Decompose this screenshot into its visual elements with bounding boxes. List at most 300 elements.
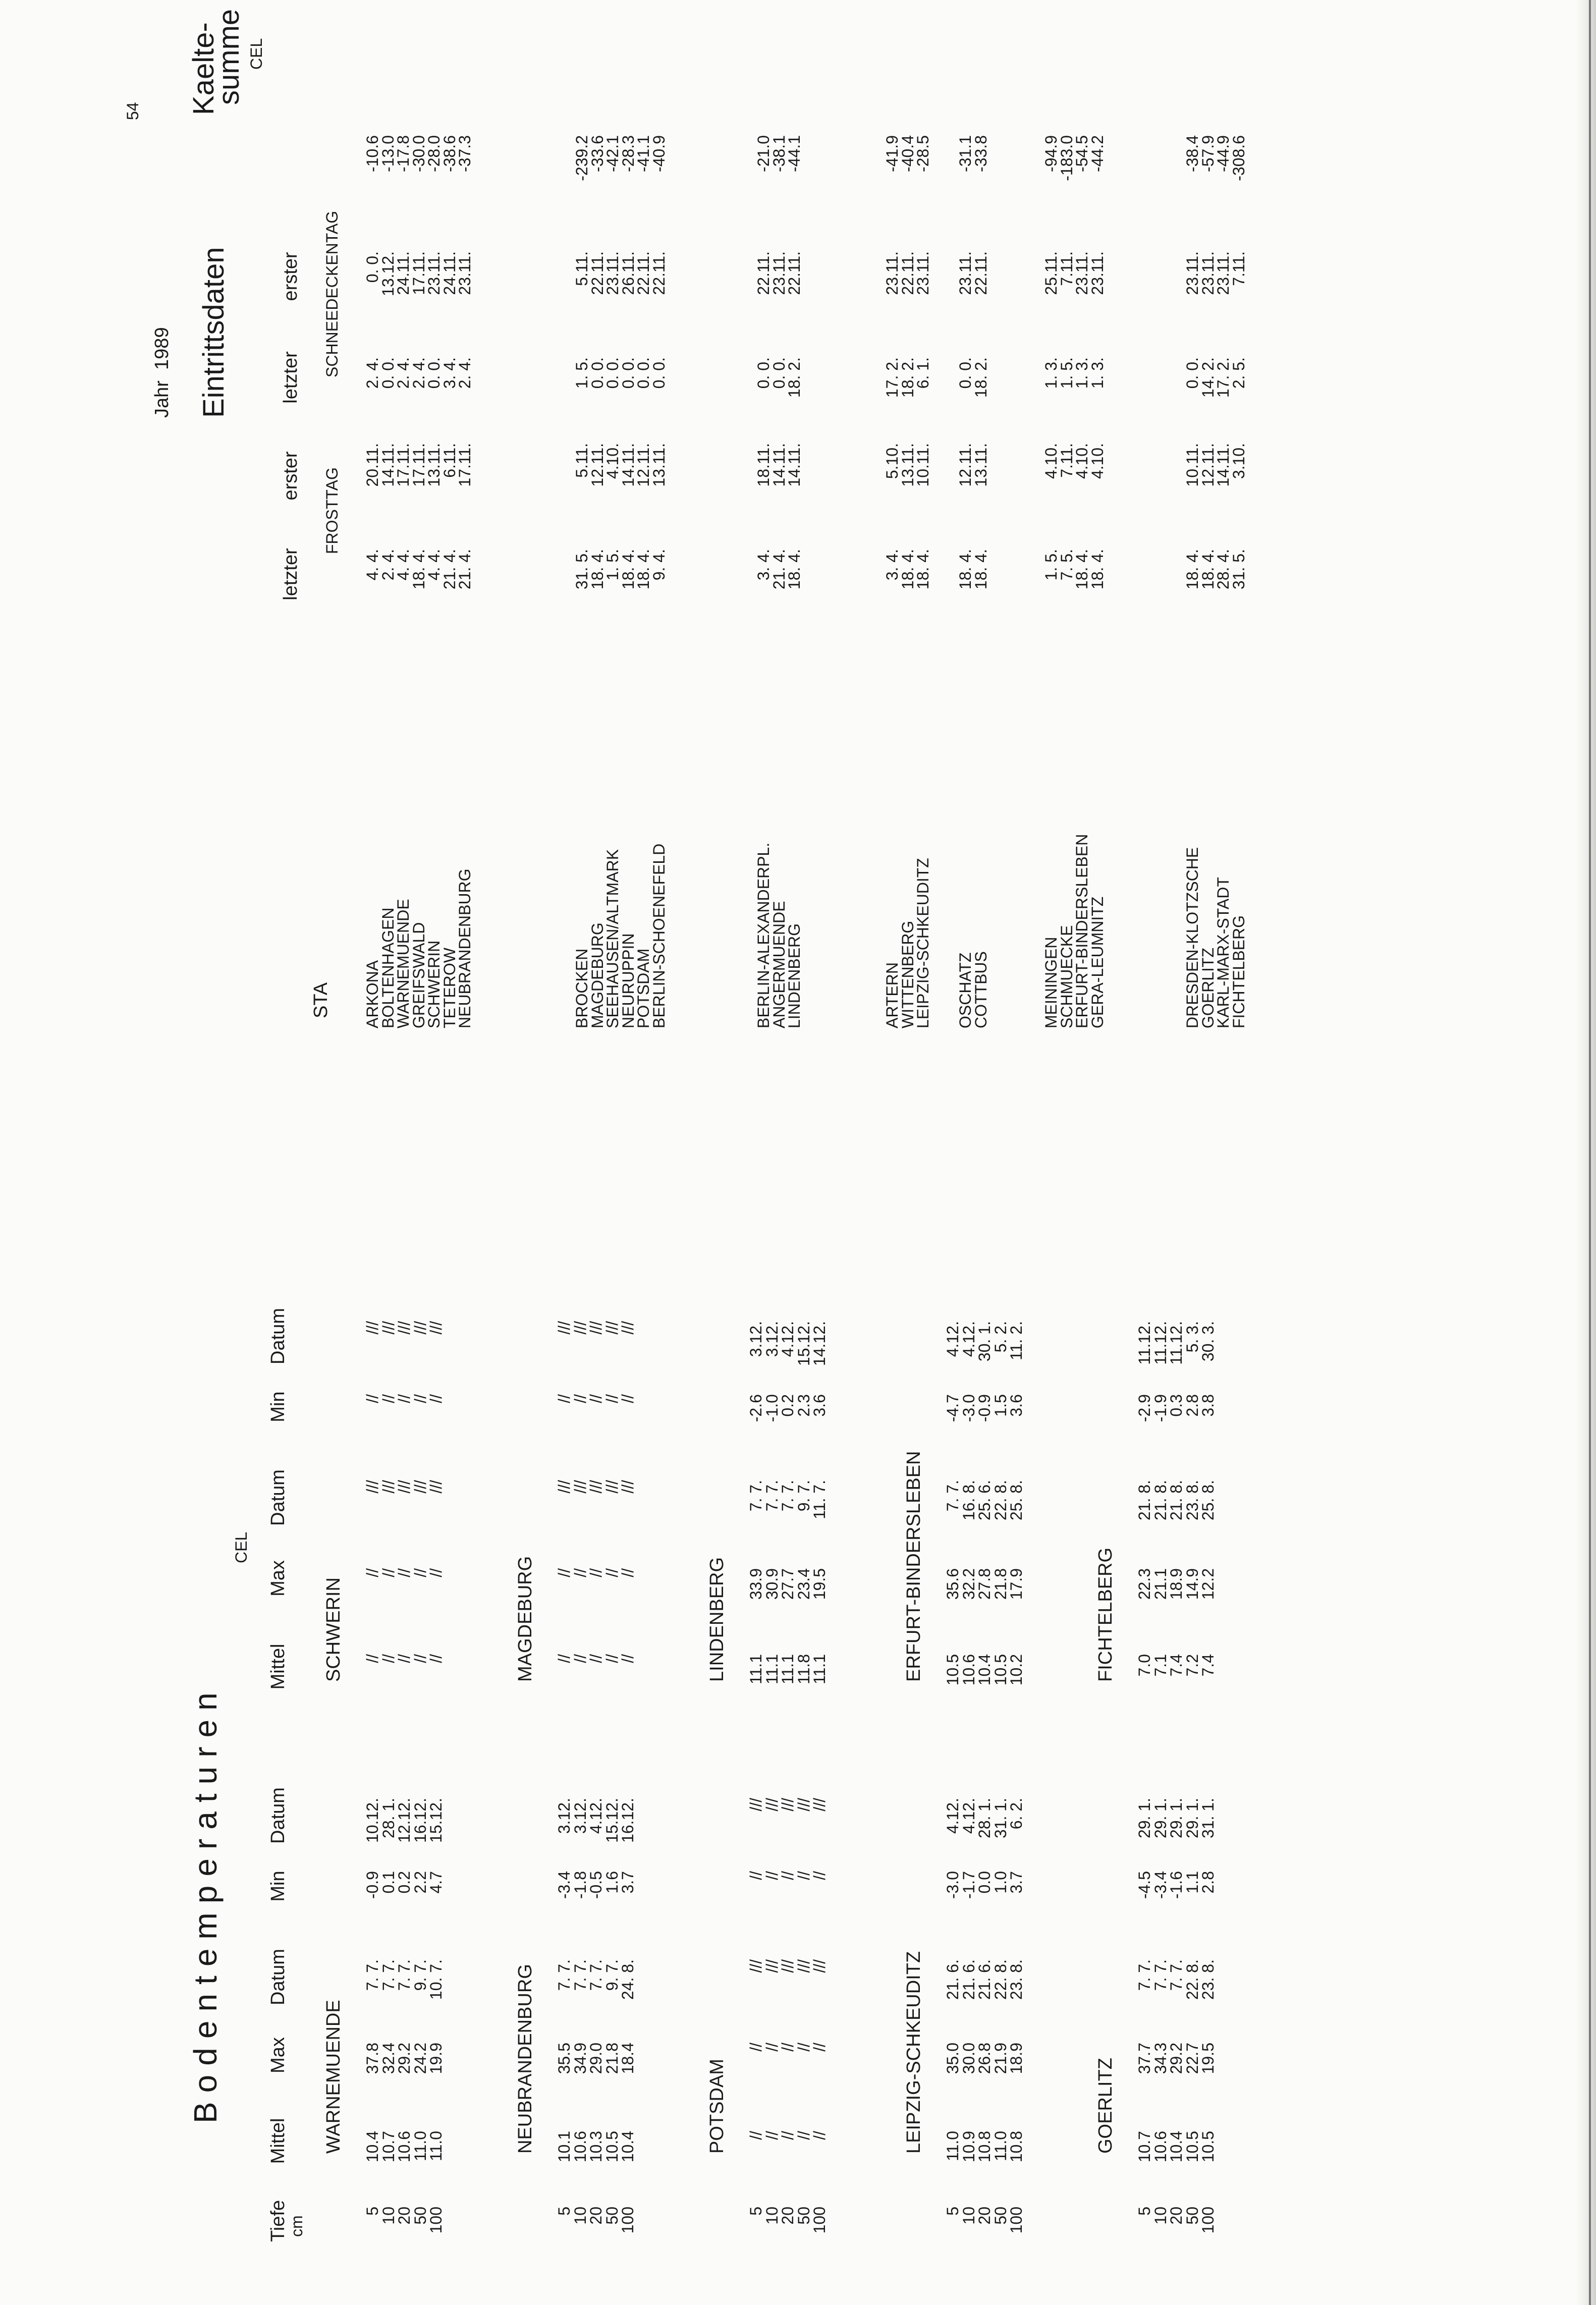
min-cell: 3.7 xyxy=(619,1871,637,1894)
mittel-cell: 10.2 xyxy=(1007,1654,1025,1686)
schnee-erster-cell: 22.11. xyxy=(785,251,803,295)
frost-letzter-cell: 18. 4. xyxy=(1088,549,1107,590)
station-name: BROCKEN xyxy=(573,948,591,1028)
kaeltesumme-cell: -239.2 xyxy=(573,135,591,181)
max-date-cell: /// xyxy=(555,1480,573,1494)
max-date-cell: 21. 8. xyxy=(1167,1480,1185,1521)
schnee-letzter-cell: 18. 2. xyxy=(898,357,917,398)
max-date-cell: 23. 8. xyxy=(1007,1959,1025,2000)
kaeltesumme-cell: -41.1 xyxy=(634,135,652,172)
min-date-cell: 10.12. xyxy=(363,1798,381,1843)
max-date-cell: 25. 8. xyxy=(1007,1480,1025,1521)
header-col1-1: Max xyxy=(267,2037,289,2073)
max-cell: 29.2 xyxy=(395,2043,413,2074)
min-cell: // xyxy=(587,1394,605,1403)
frost-letzter-cell: 18. 4. xyxy=(971,549,990,590)
mittel-cell: 10.4 xyxy=(1167,2131,1185,2163)
min-cell: -0.9 xyxy=(975,1394,994,1422)
min-date-cell: /// xyxy=(379,1321,398,1335)
min-cell: 3.7 xyxy=(1007,1871,1025,1894)
depth-cell: 5 xyxy=(747,2207,765,2216)
schnee-erster-cell: 23.11. xyxy=(769,251,788,295)
min-date-cell: 31. 1. xyxy=(1199,1798,1217,1839)
mittel-cell: // xyxy=(427,1654,445,1663)
mittel-cell: 10.5 xyxy=(991,1654,1010,1686)
max-date-cell: 7. 7. xyxy=(1167,1959,1185,1991)
min-cell: // xyxy=(379,1394,398,1403)
station-group-col2: SCHWERIN xyxy=(323,1577,344,1682)
max-date-cell: 9. 7. xyxy=(411,1959,429,1991)
mittel-cell: 10.6 xyxy=(571,2131,589,2163)
frost-letzter-cell: 18. 4. xyxy=(956,549,974,590)
max-cell: 33.9 xyxy=(747,1568,765,1600)
mittel-cell: // xyxy=(602,1654,621,1663)
frost-letzter-cell: 28. 4. xyxy=(1214,549,1232,590)
max-cell: 27.7 xyxy=(779,1568,797,1600)
schnee-erster-cell: 23.11. xyxy=(883,251,901,295)
header-tiefe-unit: cm xyxy=(288,2215,306,2237)
mittel-cell: // xyxy=(379,1654,398,1663)
min-date-cell: 28. 1. xyxy=(379,1798,398,1839)
mittel-cell: // xyxy=(779,2131,797,2140)
max-date-cell: 7. 7. xyxy=(762,1480,781,1512)
min-date-cell: 3.12. xyxy=(571,1798,589,1834)
max-cell: 30.9 xyxy=(762,1568,781,1600)
schnee-erster-cell: 23.11. xyxy=(1073,251,1091,295)
mittel-cell: 10.5 xyxy=(602,2131,621,2163)
frost-letzter-cell: 21. 4. xyxy=(440,549,459,590)
min-date-cell: /// xyxy=(427,1321,445,1335)
min-cell: // xyxy=(602,1394,621,1403)
min-date-cell: 29. 1. xyxy=(1167,1798,1185,1839)
min-cell: -0.9 xyxy=(363,1871,381,1899)
mittel-cell: // xyxy=(747,2131,765,2140)
kaeltesumme-cell: -94.9 xyxy=(1042,135,1060,172)
mittel-cell: 7.1 xyxy=(1151,1654,1170,1677)
max-date-cell: 21. 6. xyxy=(959,1959,978,2000)
min-cell: -1.0 xyxy=(762,1394,781,1422)
depth-cell: 10 xyxy=(571,2207,589,2225)
min-cell: 2.8 xyxy=(1183,1394,1201,1417)
max-cell: // xyxy=(794,2043,813,2052)
header-right-0: letzter xyxy=(280,548,301,600)
min-cell: -3.0 xyxy=(944,1871,962,1899)
max-cell: 14.9 xyxy=(1183,1568,1201,1600)
frost-letzter-cell: 18. 4. xyxy=(1073,549,1091,590)
max-cell: 21.8 xyxy=(991,1568,1010,1600)
min-date-cell: 29. 1. xyxy=(1151,1798,1170,1839)
schnee-letzter-cell: 1. 3. xyxy=(1088,357,1107,389)
max-cell: // xyxy=(810,2043,829,2052)
schnee-letzter-cell: 17. 2. xyxy=(883,357,901,398)
min-date-cell: 28. 1. xyxy=(975,1798,994,1839)
frost-erster-cell: 13.11. xyxy=(425,443,443,487)
frost-erster-cell: 14.11. xyxy=(785,443,803,487)
schnee-erster-cell: 23.11. xyxy=(914,251,932,295)
frost-letzter-cell: 3. 4. xyxy=(883,549,901,581)
max-cell: 12.2 xyxy=(1199,1568,1217,1600)
min-cell: 0.2 xyxy=(779,1394,797,1417)
max-cell: 18.4 xyxy=(619,2043,637,2074)
max-date-cell: 7. 7. xyxy=(779,1480,797,1512)
schnee-erster-cell: 25.11. xyxy=(1042,251,1060,295)
frost-erster-cell: 20.11. xyxy=(363,443,381,487)
kaeltesumme-cell: -10.6 xyxy=(363,135,381,172)
schnee-letzter-cell: 6. 1. xyxy=(914,357,932,389)
max-date-cell: /// xyxy=(779,1959,797,1973)
kaeltesumme-cell: -308.6 xyxy=(1229,135,1248,181)
station-group-col2: ERFURT-BINDERSLEBEN xyxy=(903,1451,924,1682)
max-cell: // xyxy=(587,1568,605,1577)
max-cell: 34.3 xyxy=(1151,2043,1170,2074)
station-name: LINDENBERG xyxy=(785,923,803,1028)
max-cell: 32.2 xyxy=(959,1568,978,1600)
header-col2-4: Datum xyxy=(267,1308,289,1364)
schnee-erster-cell: 23.11. xyxy=(956,251,974,295)
mittel-cell: 11.0 xyxy=(427,2131,445,2161)
frost-letzter-cell: 18. 4. xyxy=(1198,549,1217,590)
station-name: OSCHATZ xyxy=(956,952,974,1028)
schnee-erster-cell: 24.11. xyxy=(394,251,412,295)
schnee-letzter-cell: 0. 0. xyxy=(603,357,622,389)
page-number: 54 xyxy=(124,102,142,120)
frost-erster-cell: 14.11. xyxy=(769,443,788,487)
depth-cell: 10 xyxy=(1151,2207,1170,2225)
depth-cell: 100 xyxy=(427,2207,445,2234)
min-date-cell: /// xyxy=(555,1321,573,1335)
station-name: MEININGEN xyxy=(1042,937,1060,1028)
kaeltesumme-cell: -57.9 xyxy=(1198,135,1217,172)
station-group-col1: POTSDAM xyxy=(706,2059,728,2154)
station-name: ERFURT-BINDERSLEBEN xyxy=(1073,834,1091,1028)
station-name: POTSDAM xyxy=(634,948,652,1028)
schnee-letzter-cell: 3. 4. xyxy=(440,357,459,389)
schnee-erster-cell: 26.11. xyxy=(619,251,637,295)
max-cell: 22.7 xyxy=(1183,2043,1201,2074)
frost-letzter-cell: 4. 4. xyxy=(394,549,412,581)
station-group-col1: LEIPZIG-SCHKEUDITZ xyxy=(903,1951,924,2154)
station-name: SEEHAUSEN/ALTMARK xyxy=(603,849,622,1028)
depth-cell: 5 xyxy=(944,2207,962,2216)
frost-erster-cell: 10.11. xyxy=(914,443,932,487)
min-cell: 2.3 xyxy=(794,1394,813,1417)
min-cell: // xyxy=(555,1394,573,1403)
min-cell: // xyxy=(810,1871,829,1880)
mittel-cell: // xyxy=(619,1654,637,1663)
mittel-cell: 10.9 xyxy=(959,2131,978,2163)
station-name: FICHTELBERG xyxy=(1229,915,1248,1028)
schnee-erster-cell: 23.11. xyxy=(425,251,443,295)
min-cell: // xyxy=(619,1394,637,1403)
frost-letzter-cell: 9. 4. xyxy=(649,549,668,581)
schnee-letzter-cell: 0. 0. xyxy=(425,357,443,389)
frost-letzter-cell: 1. 5. xyxy=(1042,549,1060,581)
header-tiefe: Tiefe xyxy=(267,2200,289,2242)
min-date-cell: 29. 1. xyxy=(1135,1798,1153,1839)
min-date-cell: 4.12. xyxy=(944,1321,962,1357)
max-cell: 19.5 xyxy=(1199,2043,1217,2074)
max-date-cell: /// xyxy=(395,1480,413,1494)
station-group-col1: WARNEMUENDE xyxy=(323,2000,344,2154)
min-cell: 1.5 xyxy=(991,1394,1010,1417)
depth-cell: 10 xyxy=(762,2207,781,2225)
min-date-cell: 29. 1. xyxy=(1183,1798,1201,1839)
min-date-cell: 14.12. xyxy=(810,1321,829,1366)
header-col2-2: Datum xyxy=(267,1469,289,1526)
min-date-cell: /// xyxy=(395,1321,413,1335)
frost-erster-cell: 4.10. xyxy=(1073,443,1091,479)
max-cell: 18.9 xyxy=(1167,1568,1185,1600)
min-date-cell: 12.12. xyxy=(395,1798,413,1843)
mittel-cell: 10.6 xyxy=(1151,2131,1170,2163)
max-date-cell: 7. 7. xyxy=(1135,1959,1153,1991)
min-date-cell: /// xyxy=(762,1798,781,1812)
eintrittsdaten-title: Eintrittsdaten xyxy=(197,247,230,418)
max-cell: 34.9 xyxy=(571,2043,589,2074)
max-date-cell: 7. 7. xyxy=(571,1959,589,1991)
max-cell: 35.6 xyxy=(944,1568,962,1600)
max-cell: // xyxy=(363,1568,381,1577)
schnee-erster-cell: 13.12. xyxy=(378,251,397,296)
depth-cell: 100 xyxy=(619,2207,637,2234)
min-date-cell: 6. 2. xyxy=(1007,1798,1025,1830)
station-name: WARNEMUENDE xyxy=(394,899,412,1028)
frost-erster-cell: 13.11. xyxy=(898,443,917,487)
mittel-cell: // xyxy=(810,2131,829,2140)
frost-erster-cell: 12.11. xyxy=(956,443,974,487)
frost-erster-cell: 14.11. xyxy=(378,443,397,487)
min-date-cell: 31. 1. xyxy=(991,1798,1010,1839)
schnee-erster-cell: 23.11. xyxy=(603,251,622,295)
min-date-cell: 5. 3. xyxy=(1183,1321,1201,1353)
max-cell: 19.9 xyxy=(427,2043,445,2074)
frost-letzter-cell: 2. 4. xyxy=(378,549,397,581)
station-group-col2: MAGDEBURG xyxy=(515,1556,536,1682)
min-date-cell: 3.12. xyxy=(762,1321,781,1357)
header-col1-4: Datum xyxy=(267,1787,289,1844)
min-date-cell: /// xyxy=(779,1798,797,1812)
min-cell: 0.0 xyxy=(975,1871,994,1894)
min-cell: 2.2 xyxy=(411,1871,429,1894)
mittel-cell: 7.4 xyxy=(1167,1654,1185,1677)
mittel-cell: // xyxy=(762,2131,781,2140)
frost-erster-cell: 13.11. xyxy=(971,443,990,487)
max-cell: 37.8 xyxy=(363,2043,381,2074)
max-date-cell: 9. 7. xyxy=(794,1480,813,1512)
min-cell: 0.3 xyxy=(1167,1394,1185,1417)
kaeltesumme-cell: -38.6 xyxy=(440,135,459,172)
min-cell: // xyxy=(794,1871,813,1880)
station-name: NEUBRANDENBURG xyxy=(456,868,474,1028)
header-right-2: letzter xyxy=(280,351,301,404)
kaeltesumme-cell: -31.1 xyxy=(956,135,974,172)
schnee-erster-cell: 22.11. xyxy=(588,251,607,295)
min-cell: -3.0 xyxy=(959,1394,978,1422)
kaeltesumme-cell: -28.3 xyxy=(619,135,637,172)
kaelte-title-1: Kaelte- xyxy=(187,22,220,115)
max-cell: // xyxy=(395,1568,413,1577)
max-cell: 30.0 xyxy=(959,2043,978,2074)
station-name: TETEROW xyxy=(440,948,459,1028)
mittel-cell: 10.7 xyxy=(379,2131,398,2163)
schnee-letzter-cell: 0. 0. xyxy=(588,357,607,389)
min-date-cell: 30. 1. xyxy=(975,1321,994,1362)
max-cell: 27.8 xyxy=(975,1568,994,1600)
min-date-cell: 4.12. xyxy=(959,1798,978,1834)
kaeltesumme-cell: -44.9 xyxy=(1214,135,1232,172)
frost-erster-cell: 5.11. xyxy=(573,443,591,478)
frost-erster-cell: 3.10. xyxy=(1229,443,1248,479)
max-cell: 35.0 xyxy=(944,2043,962,2074)
mittel-cell: // xyxy=(363,1654,381,1663)
kaeltesumme-cell: -28.5 xyxy=(914,135,932,172)
frost-erster-cell: 14.11. xyxy=(619,443,637,487)
min-cell: 4.7 xyxy=(427,1871,445,1894)
min-date-cell: 4.12. xyxy=(779,1321,797,1357)
station-name: DRESDEN-KLOTZSCHE xyxy=(1183,847,1201,1028)
header-frosttag: FROSTTAG xyxy=(323,467,341,554)
min-cell: 0.2 xyxy=(395,1871,413,1894)
header-col1-3: Min xyxy=(267,1871,289,1902)
min-date-cell: /// xyxy=(747,1798,765,1812)
kaeltesumme-cell: -33.6 xyxy=(588,135,607,172)
header-col2-1: Max xyxy=(267,1560,289,1597)
min-cell: // xyxy=(779,1871,797,1880)
mittel-cell: 11.8 xyxy=(794,1654,813,1684)
station-name: WITTENBERG xyxy=(898,920,917,1028)
mittel-cell: // xyxy=(555,1654,573,1663)
mittel-cell: 7.4 xyxy=(1199,1654,1217,1677)
schnee-erster-cell: 22.11. xyxy=(649,251,668,295)
max-date-cell: /// xyxy=(571,1480,589,1494)
schnee-erster-cell: 23.11. xyxy=(1088,251,1107,295)
min-date-cell: /// xyxy=(411,1321,429,1335)
max-date-cell: /// xyxy=(794,1959,813,1973)
max-cell: // xyxy=(555,1568,573,1577)
frost-letzter-cell: 18. 4. xyxy=(409,549,428,590)
depth-cell: 50 xyxy=(991,2207,1010,2225)
header-schneedeckentag: SCHNEEDECKENTAG xyxy=(323,210,341,377)
min-date-cell: 3.12. xyxy=(747,1321,765,1357)
station-name: ARKONA xyxy=(363,960,381,1028)
min-cell: -1.6 xyxy=(1167,1871,1185,1899)
max-cell: 29.2 xyxy=(1167,2043,1185,2074)
max-date-cell: 11. 7. xyxy=(810,1480,829,1519)
schnee-erster-cell: 23.11. xyxy=(1198,251,1217,295)
station-name: KARL-MARX-STADT xyxy=(1214,877,1232,1028)
schnee-letzter-cell: 0. 0. xyxy=(634,357,652,389)
max-date-cell: /// xyxy=(363,1480,381,1494)
min-cell: // xyxy=(427,1394,445,1403)
header-right-1: erster xyxy=(280,451,301,501)
min-cell: -1.8 xyxy=(571,1871,589,1899)
min-cell: // xyxy=(571,1394,589,1403)
max-cell: // xyxy=(747,2043,765,2052)
min-cell: -3.4 xyxy=(555,1871,573,1899)
mittel-cell: 11.1 xyxy=(779,1654,797,1684)
frost-erster-cell: 12.11. xyxy=(588,443,607,487)
kaeltesumme-cell: -33.8 xyxy=(971,135,990,172)
schnee-letzter-cell: 1. 5. xyxy=(1057,357,1076,389)
max-date-cell: 7. 7. xyxy=(944,1480,962,1512)
schnee-letzter-cell: 0. 0. xyxy=(956,357,974,389)
min-cell: -4.7 xyxy=(944,1394,962,1422)
station-name: SCHMUECKE xyxy=(1057,925,1076,1028)
max-date-cell: 10. 7. xyxy=(427,1959,445,2000)
schnee-erster-cell: 23.11. xyxy=(1214,251,1232,295)
depth-cell: 50 xyxy=(1183,2207,1201,2225)
mittel-cell: 10.8 xyxy=(975,2131,994,2163)
schnee-erster-cell: 22.11. xyxy=(634,251,652,295)
depth-cell: 50 xyxy=(794,2207,813,2225)
frost-letzter-cell: 18. 4. xyxy=(634,549,652,590)
schnee-erster-cell: 5.11. xyxy=(573,251,591,286)
min-date-cell: 4.12. xyxy=(944,1798,962,1834)
mittel-cell: 10.5 xyxy=(944,1654,962,1686)
depth-cell: 100 xyxy=(1199,2207,1217,2234)
max-date-cell: 21. 8. xyxy=(1151,1480,1170,1521)
min-date-cell: 4.12. xyxy=(587,1798,605,1834)
depth-cell: 50 xyxy=(602,2207,621,2225)
mittel-cell: 11.0 xyxy=(411,2131,429,2161)
mittel-cell: 10.4 xyxy=(975,1654,994,1686)
max-date-cell: /// xyxy=(587,1480,605,1494)
frost-erster-cell: 4.10. xyxy=(1042,443,1060,479)
min-cell: -2.6 xyxy=(747,1394,765,1422)
max-date-cell: 7. 7. xyxy=(1151,1959,1170,1991)
max-date-cell: /// xyxy=(762,1959,781,1973)
max-cell: // xyxy=(619,1568,637,1577)
schnee-erster-cell: 17.11. xyxy=(409,251,428,295)
min-date-cell: /// xyxy=(619,1321,637,1335)
schnee-erster-cell: 0. 0. xyxy=(363,251,381,283)
frost-letzter-cell: 18. 4. xyxy=(898,549,917,590)
schnee-letzter-cell: 2. 4. xyxy=(394,357,412,389)
max-cell: // xyxy=(602,1568,621,1577)
max-date-cell: 7. 7. xyxy=(555,1959,573,1991)
min-date-cell: 15.12. xyxy=(794,1321,813,1366)
kaelte-unit: CEL xyxy=(247,38,265,70)
max-date-cell: 23. 8. xyxy=(1199,1959,1217,2000)
mittel-cell: // xyxy=(794,2131,813,2140)
scan-edge xyxy=(1576,0,1596,2305)
max-date-cell: 23. 8. xyxy=(1183,1480,1201,1521)
max-cell: 24.2 xyxy=(411,2043,429,2074)
mittel-cell: // xyxy=(571,1654,589,1663)
min-date-cell: 16.12. xyxy=(619,1798,637,1843)
station-name: ARTERN xyxy=(883,962,901,1028)
min-date-cell: /// xyxy=(587,1321,605,1335)
max-date-cell: 21. 6. xyxy=(975,1959,994,2000)
header-right-3: erster xyxy=(280,252,301,301)
frost-erster-cell: 4.10. xyxy=(603,443,622,479)
schnee-letzter-cell: 0. 0. xyxy=(769,357,788,389)
max-cell: 17.9 xyxy=(1007,1568,1025,1600)
max-date-cell: 21. 6. xyxy=(944,1959,962,2000)
frost-erster-cell: 10.11. xyxy=(1183,443,1201,487)
schnee-letzter-cell: 1. 5. xyxy=(573,357,591,389)
min-cell: 3.6 xyxy=(1007,1394,1025,1417)
schnee-letzter-cell: 18. 2. xyxy=(971,357,990,398)
station-name: SCHWERIN xyxy=(425,940,443,1028)
schnee-erster-cell: 23.11. xyxy=(1183,251,1201,295)
schnee-erster-cell: 23.11. xyxy=(456,251,474,295)
max-date-cell: 22. 8. xyxy=(1183,1959,1201,2000)
min-date-cell: 4.12. xyxy=(959,1321,978,1357)
schnee-letzter-cell: 1. 3. xyxy=(1042,357,1060,389)
frost-letzter-cell: 3. 4. xyxy=(754,549,773,581)
frost-letzter-cell: 18. 4. xyxy=(914,549,932,590)
